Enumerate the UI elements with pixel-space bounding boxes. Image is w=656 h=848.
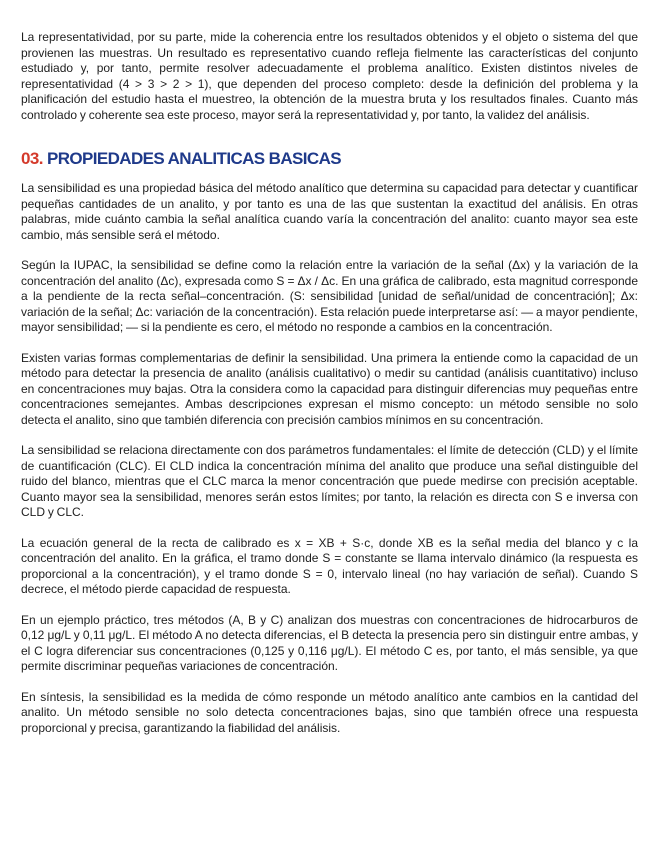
document-page xyxy=(21,30,638,751)
paragraph-sensitivity-definition: La sensibilidad es una propiedad básica del método analítico que determina su capacidad para detectar y cuantificar pequeñas cantidades de un analito, y por tanto es una de las que sustentan la exactitud del análisis. En otras palabras, mide cuánto cambia la señal analítica cuando varía la concentración del analito: cuanto mayor sea este cambio, más sensible será el método. xyxy=(21,181,638,242)
paragraph-calibration-equation: La ecuación general de la recta de calibrado es x = XB + S·c, donde XB es la señal media del blanco y c la concentración del analito. En la gráfica, el tramo donde S = constante se llama intervalo dinámico (la respuesta es proporcional a la concentración), y el tramo donde S = 0, intervalo lineal (no hay variación de señal). Cuando S decrece, el método pierde capacidad de respuesta. xyxy=(21,535,638,596)
section-title: PROPIEDADES ANALITICAS BASICAS xyxy=(46,149,341,168)
section-heading xyxy=(21,149,638,169)
paragraph-synthesis: En síntesis, la sensibilidad es la medida de cómo responde un método analítico ante cambios en la cantidad del analito. Un método sensible no solo detecta concentraciones bajas, sino que también ofrece una respuesta proporcional y precisa, garantizando la fiabilidad del análisis. xyxy=(21,689,638,735)
section-number: 03. xyxy=(21,149,43,168)
paragraph-detection-limits: La sensibilidad se relaciona directamente con dos parámetros fundamentales: el límite de detección (CLD) y el límite de cuantificación (CLC). El CLD indica la concentración mínima del analito que produce una señal distinguible del ruido del blanco, mientras que el CLC marca la menor concentración que puede medirse con precisión aceptable. Cuanto mayor sea la sensibilidad, menores serán estos límites; por tanto, la relación es directa con S e inversa con CLD y CLC. xyxy=(21,443,638,519)
paragraph-practical-example: En un ejemplo práctico, tres métodos (A, B y C) analizan dos muestras con concentraciones de hidrocarburos de 0,12 μg/L y 0,11 μg/L. El método A no detecta diferencias, el B detecta la presencia pero sin distinguir entre ambas, y el C logra diferenciar sus concentraciones (0,125 y 0,116 μg/L). El método C es, por tanto, el más sensible, ya que permite discriminar pequeñas variaciones de concentración. xyxy=(21,612,638,673)
paragraph-complementary-definitions: Existen varias formas complementarias de definir la sensibilidad. Una primera la entiende como la capacidad de un método para detectar la presencia de analito (análisis cualitativo) o medir su cantidad (análisis cuantitativo) incluso en concentraciones muy bajas. Otra la considera como la capacidad para distinguir diferencias muy pequeñas entre concentraciones semejantes. Ambas descripciones expresan el mismo concepto: un método sensible no solo detecta el analito, sino que también diferencia con precisión cambios mínimos en su concentración. xyxy=(21,350,638,427)
intro-paragraph: La representatividad, por su parte, mide la coherencia entre los resultados obtenidos y el objeto o sistema del que provienen las muestras. Un resultado es representativo cuando refleja fielmente las características del conjunto estudiado y, por tanto, permite resolver adecuadamente el problema analítico. Existen distintos niveles de representatividad (4 > 3 > 2 > 1), que dependen del proceso completo: desde la definición del problema y la planificación del estudio hasta el muestreo, la obtención de la muestra bruta y los resultados finales. Cuanto más controlado y coherente sea este proceso, mayor será la representatividad y, por tanto, la validez del análisis. xyxy=(21,30,638,122)
paragraph-iupac-definition: Según la IUPAC, la sensibilidad se define como la relación entre la variación de la señal (Δx) y la variación de la concentración del analito (Δc), expresada como S = Δx / Δc. En una gráfica de calibrado, esta magnitud corresponde a la pendiente de la recta señal–concentración. (S: sensibilidad [unidad de señal/unidad de concentración]; Δx: variación de la señal; Δc: variación de la concentración). Esta relación puede interpretarse así: — a mayor pendiente, mayor sensibilidad; — si la pendiente es cero, el método no responde a cambios en la concentración. xyxy=(21,258,638,334)
